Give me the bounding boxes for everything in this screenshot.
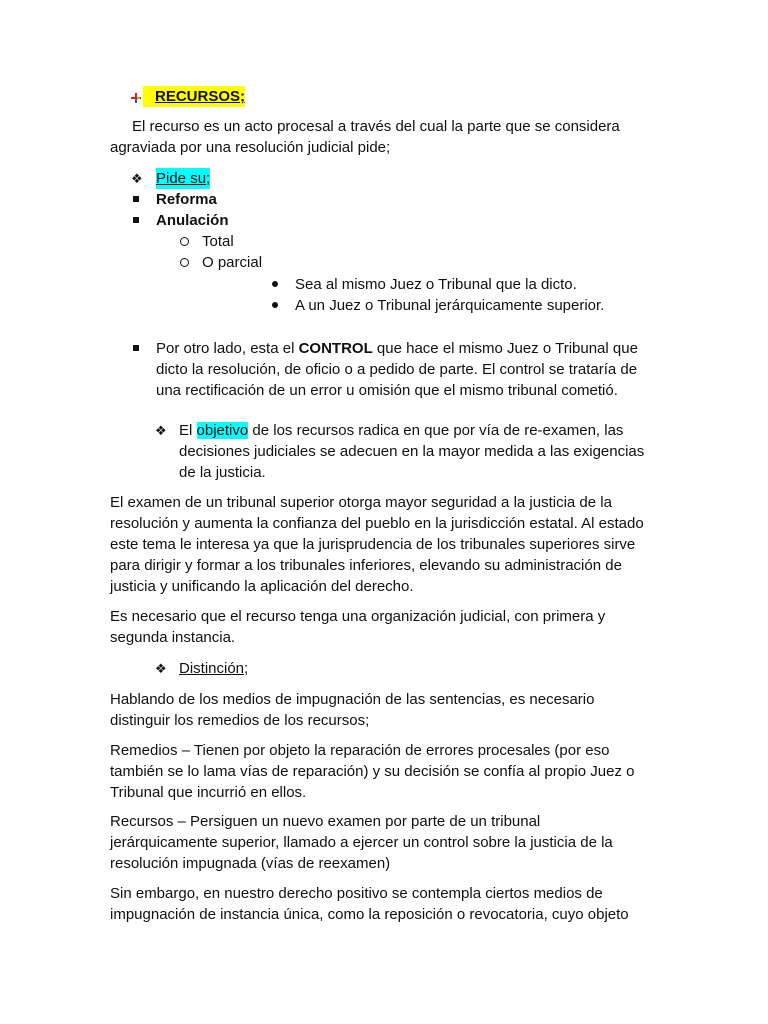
intro-paragraph xyxy=(110,116,650,158)
bullet-reforma-label: Reforma xyxy=(156,191,217,208)
recursos-text: Recursos – Persiguen un nuevo examen por parte de un tribunal jerárquicamente superior, llamado a ejercer un control sobre la justicia de la resolución impugnada (vías de reexamen) xyxy=(110,813,613,872)
four-diamond-bullet-icon: ❖ xyxy=(155,423,167,438)
control-text-after: que hace el mismo Juez o Tribunal que dicto la resolución, de oficio o a pedido de parte. El control se trataría de una rectificación de un error u omisión que el mismo tribunal cometió. xyxy=(156,340,638,399)
control-text-before: Por otro lado, esta el xyxy=(156,340,299,357)
who-item-same-label: Sea al mismo Juez o Tribunal que la dicto. xyxy=(295,276,577,293)
hablando-text: Hablando de los medios de impugnación de las sentencias, es necesario distinguir los remedios de los recursos; xyxy=(110,691,595,729)
heading-text: RECURSOS; xyxy=(143,86,245,107)
distincion-suffix: ; xyxy=(244,660,249,677)
filled-dot-bullet-icon xyxy=(272,281,278,287)
control-bold-term: CONTROL xyxy=(298,340,373,357)
objetivo-highlight: objetivo xyxy=(196,422,249,439)
objetivo-text-after: de los recursos radica en que por vía de re-examen, las decisiones judiciales se adecuen en la mayor medida a las exigencias de la justicia. xyxy=(179,422,645,481)
control-item xyxy=(131,338,651,401)
sin-embargo-text: Sin embargo, en nuestro derecho positivo se contempla ciertos medios de impugnación de instancia única, como la reposición o revocatoria, cuyo objeto xyxy=(110,885,629,923)
hollow-circle-bullet-icon xyxy=(180,258,189,267)
objetivo-text-before: El xyxy=(179,422,197,439)
remedios-text: Remedios – Tienen por objeto la reparación de errores procesales (por eso también se lo lama vías de reparación) y su decisión se confía al propio Juez o Tribunal que incurrió en ellos. xyxy=(110,742,635,801)
filled-dot-bullet-icon xyxy=(272,302,278,308)
remedios-paragraph xyxy=(110,740,650,803)
four-diamond-bullet-icon: ❖ xyxy=(155,661,167,676)
arrow-bullet-icon xyxy=(131,92,141,104)
hollow-circle-bullet-icon xyxy=(180,237,189,246)
bullet-anulacion-label: Anulación xyxy=(156,212,229,229)
distincion-label: Distinción xyxy=(179,660,245,677)
square-bullet-icon xyxy=(133,196,139,202)
examen-text: El examen de un tribunal superior otorga mayor seguridad a la justicia de la resolución y aumenta la confianza del pueblo en la jurisdicción estatal. Al estado este tema le interesa ya que la jurisprudencia de los tribunales superiores sirve para dirigir y formar a los tribunales inferiores, elevando su administración de justicia y unificando la aplicación del derecho. xyxy=(110,494,644,595)
objetivo-item xyxy=(155,420,650,483)
necesario-paragraph xyxy=(110,606,650,648)
intro-text: El recurso es un acto procesal a través del cual la parte que se considera agraviada por una resolución judicial pide; xyxy=(110,118,620,156)
square-bullet-icon xyxy=(133,217,139,223)
who-item-superior-label: A un Juez o Tribunal jerárquicamente superior. xyxy=(295,297,605,314)
pide-su-label: Pide su; xyxy=(156,170,211,187)
examen-paragraph xyxy=(110,492,650,597)
sin-embargo-paragraph xyxy=(110,883,650,925)
four-diamond-bullet-icon: ❖ xyxy=(131,171,143,186)
recursos-paragraph xyxy=(110,811,650,874)
option-total-label: Total xyxy=(202,233,234,250)
hablando-paragraph xyxy=(110,689,650,731)
necesario-text: Es necesario que el recurso tenga una organización judicial, con primera y segunda instancia. xyxy=(110,608,606,646)
square-bullet-icon xyxy=(133,345,139,351)
objetivo-paragraph xyxy=(179,420,650,483)
control-paragraph xyxy=(156,338,651,401)
option-parcial-label: O parcial xyxy=(202,254,263,271)
